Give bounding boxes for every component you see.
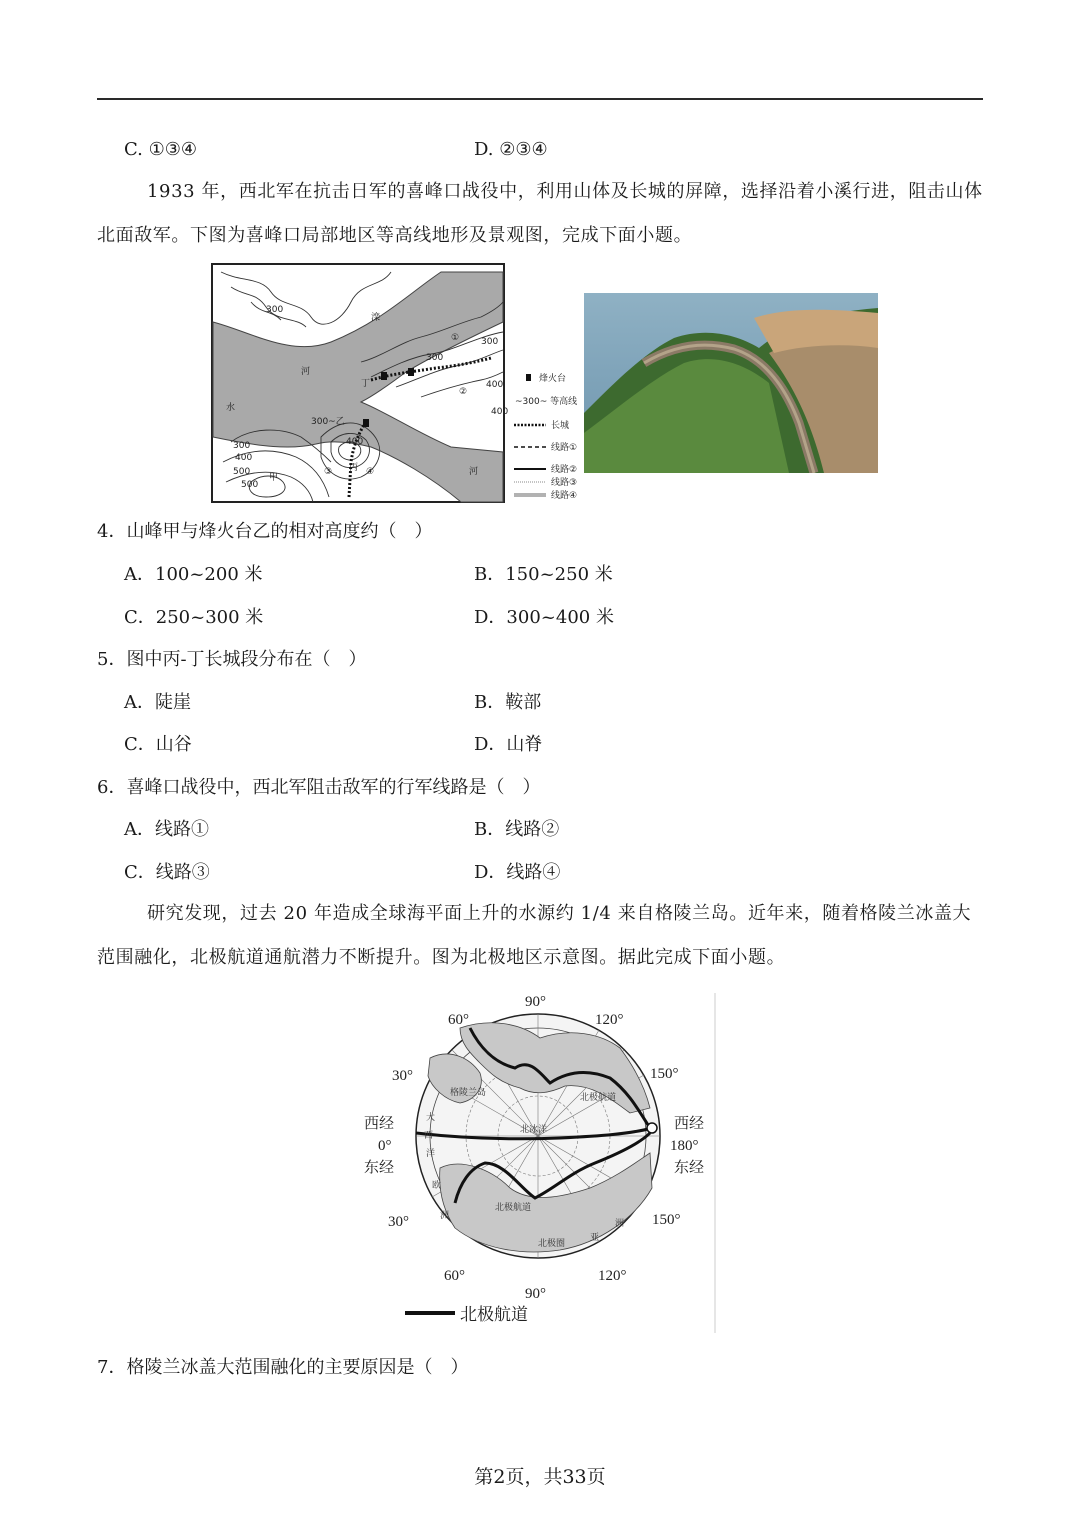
legend-route4: 线路④ [551,491,578,501]
lon-label-150-bottom: 150° [652,1212,681,1228]
header-rule [97,98,983,100]
route-label-3: ③ [324,467,333,477]
lon-label-120-bottom: 120° [598,1268,627,1284]
label-route-south: 北极航道 [495,1203,532,1213]
label-ya: 亚 [590,1233,600,1243]
route-label-2: ② [459,387,468,397]
question-4-option-a: A．100~200 米 [124,564,263,585]
question-4-option-c: C．250~300 米 [124,607,264,628]
question-6-option-d: D．线路④ [474,862,561,883]
question-5-option-b: B．鞍部 [474,692,542,713]
option-c-prev: C. ①③④ [124,139,197,160]
label-da: 大 [426,1113,436,1123]
contour-label-300a: 300 [266,305,284,315]
lon-label-180: 180° [670,1138,699,1154]
question-7-stem: 7．格陵兰冰盖大范围融化的主要原因是（ ） [97,1357,469,1378]
label-west-right: 西经 [674,1116,705,1132]
passage-xifengkou: 1933 年，西北军在抗击日军的喜峰口战役中，利用山体及长城的屏障，选择沿着小溪行进，阻击山体北面敌军。下图为喜峰口局部地区等高线地形及景观图，完成下面小题。 [97,181,983,246]
question-4-option-b: B．150~250 米 [474,564,613,585]
label-zhou-asia: 洲 [615,1219,625,1229]
river-char-1: 河 [301,367,311,377]
contour-label-400b: 400 [235,453,253,463]
label-zhou-eu: 洲 [440,1211,450,1221]
label-yang: 洋 [426,1149,436,1159]
lon-label-30-bottom: 30° [388,1214,409,1230]
peak-jia-label: 甲 [269,473,279,483]
label-east-right: 东经 [674,1160,705,1176]
question-6-option-b: B．线路② [474,819,560,840]
legend-contour: ~300~ 等高线 [515,397,578,407]
contour-label-300c: 300 [233,441,251,451]
label-ding: 丁 [361,379,371,389]
river-char-3: 滦 [371,313,381,323]
question-5-option-a: A．陡崖 [124,692,191,713]
arctic-map [360,988,720,1333]
lon-label-90-bottom: 90° [525,1286,546,1302]
legend-arctic-route: 北极航道 [460,1305,528,1325]
river-char-2: 水 [226,403,236,413]
question-6-option-a: A．线路① [124,819,209,840]
contour-label-500: 500 [233,467,251,477]
route-label-4: ④ [366,467,375,477]
contour-label-500b: 500 [241,480,259,490]
label-bing: 丙 [349,463,359,473]
lon-label-60-bottom: 60° [444,1268,465,1284]
lon-label-0: 0° [378,1138,392,1154]
question-4-option-d: D．300~400 米 [474,607,614,628]
question-6-option-c: C．线路③ [124,862,210,883]
label-ou: 欧 [432,1181,442,1191]
contour-label-400a: 400 [486,380,504,390]
legend-route3: 线路③ [551,478,578,488]
contour-label-400d: 400 [346,437,364,447]
label-xi: 西 [424,1131,434,1141]
question-5-option-d: D．山脊 [474,734,543,755]
legend-route2: 线路② [551,465,578,475]
page-footer: 第2页，共33页 [474,1466,606,1488]
river-char-4: 河 [469,467,479,477]
contour-label-300d: 300 [426,353,444,363]
lon-label-60-top: 60° [448,1012,469,1028]
contour-label-300b: 300 [481,337,499,347]
label-greenland: 格陵兰岛 [450,1088,487,1098]
lon-label-150-top: 150° [650,1066,679,1082]
lon-label-90-top: 90° [525,994,546,1010]
question-5-stem: 5．图中丙-丁长城段分布在（ ） [97,649,367,670]
lon-label-30-top: 30° [392,1068,413,1084]
contour-map [211,262,586,507]
question-5-option-c: C．山谷 [124,734,192,755]
contour-label-yi: 300~乙 [311,417,345,427]
legend-beacon: 烽火台 [539,374,567,384]
label-west-left: 西经 [364,1116,395,1132]
label-arctic-circle: 北极圈 [538,1239,566,1249]
option-d-prev: D. ②③④ [474,139,548,160]
route-label-1: ① [451,333,460,343]
legend-wall: 长城 [551,421,570,431]
question-4-stem: 4．山峰甲与烽火台乙的相对高度约（ ） [97,521,433,542]
label-route-north: 北极航道 [580,1093,617,1103]
lon-label-120-top: 120° [595,1012,624,1028]
legend-route1: 线路① [551,443,578,453]
label-east-left: 东经 [364,1160,395,1176]
label-arctic-ocean: 北冰洋 [520,1125,548,1135]
contour-label-400c: 400 [491,407,509,417]
question-6-stem: 6．喜峰口战役中，西北军阻击敌军的行军线路是（ ） [97,777,541,798]
great-wall-photo [584,293,878,473]
passage-greenland: 研究发现，过去 20 年造成全球海平面上升的水源约 1/4 来自格陵兰岛。近年来，随着格陵兰冰盖大范围融化，北极航道通航潜力不断提升。图为北极地区示意图。据此完成下面小题。 [97,903,972,968]
